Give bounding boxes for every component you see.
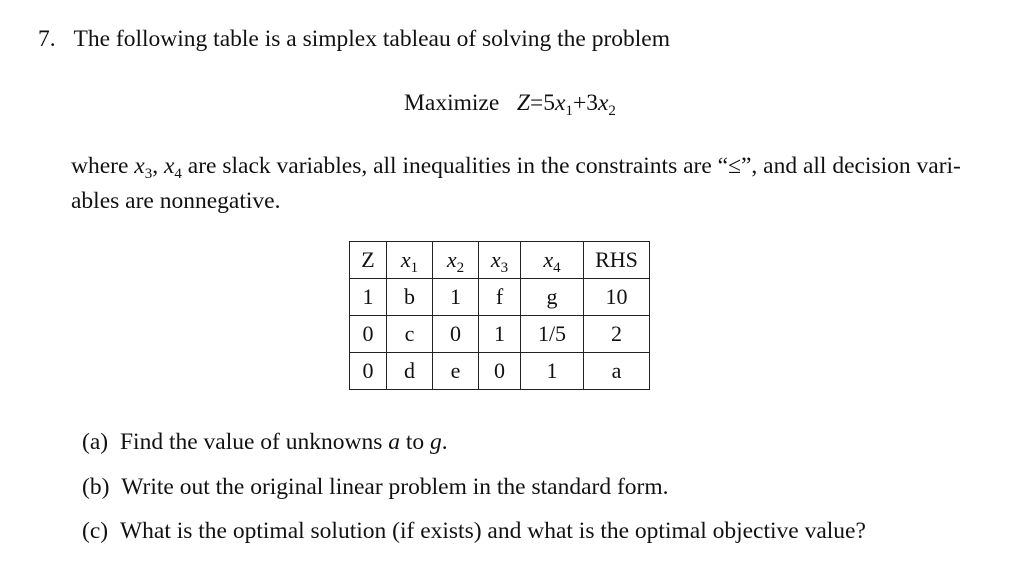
part-b xyxy=(82,474,669,501)
cell: b xyxy=(387,279,433,316)
cell: 0 xyxy=(350,353,387,390)
cell: a xyxy=(584,353,650,390)
x-var: x xyxy=(555,90,566,116)
header-cell: Z xyxy=(350,242,387,279)
cell: 10 xyxy=(584,279,650,316)
table-row xyxy=(350,353,650,390)
table-row xyxy=(350,279,650,316)
part-a xyxy=(82,429,448,456)
cell: g xyxy=(521,279,584,316)
header-cell: RHS xyxy=(584,242,650,279)
x3-var: x xyxy=(134,153,145,179)
cell: 1/5 xyxy=(521,316,584,353)
sub-2: 2 xyxy=(608,103,616,119)
part-text: What is the optimal solution (if exists) and what is the optimal objective value? xyxy=(119,518,866,544)
header-cell: $x_4$ xyxy=(521,242,584,279)
cell: 1 xyxy=(433,279,479,316)
var-g: g xyxy=(430,429,442,455)
cell: 0 xyxy=(433,316,479,353)
part-label: (b) xyxy=(82,474,110,500)
plus-sign: + xyxy=(572,90,587,116)
coef-1: 5 xyxy=(543,90,555,116)
table-row xyxy=(350,316,650,353)
problem-number: 7. xyxy=(38,26,56,52)
x-var: x xyxy=(597,90,609,116)
problem-heading xyxy=(38,26,670,53)
cell: f xyxy=(479,279,521,316)
part-text: Find the value of unknowns xyxy=(119,429,383,455)
comma: , xyxy=(152,153,159,179)
cell: 0 xyxy=(479,353,521,390)
part-text: Write out the original linear problem in the standard form. xyxy=(121,474,669,500)
header-cell: $x_3$ xyxy=(479,242,521,279)
header-cell: $x_2$ xyxy=(433,242,479,279)
eq-sign: = xyxy=(529,90,544,116)
part-label: (c) xyxy=(82,518,109,544)
cell: 1 xyxy=(521,353,584,390)
intro-text: The following table is a simplex tableau of solving the problem xyxy=(73,26,671,52)
coef-2: 3 xyxy=(586,90,598,116)
cell: c xyxy=(387,316,433,353)
cell: 1 xyxy=(350,279,387,316)
where-line xyxy=(71,153,961,180)
part-text: to xyxy=(405,429,425,455)
simplex-tableau xyxy=(349,241,650,390)
x4-var: x xyxy=(163,153,175,179)
where-word: where xyxy=(71,153,129,179)
sub-1: 1 xyxy=(565,103,573,119)
sub-4: 4 xyxy=(174,166,182,182)
maximize-label: Maximize xyxy=(404,90,500,116)
var-a: a xyxy=(388,429,400,455)
objective-function xyxy=(404,90,616,117)
where-line-2: ables are nonnegative. xyxy=(71,188,281,214)
part-c xyxy=(82,518,866,545)
period: . xyxy=(441,429,448,455)
part-label: (a) xyxy=(82,429,109,455)
cell: 0 xyxy=(350,316,387,353)
header-cell: $x_1$ xyxy=(387,242,433,279)
cell: e xyxy=(433,353,479,390)
sub-3: 3 xyxy=(144,166,153,182)
z-var: Z xyxy=(516,90,530,116)
cell: 2 xyxy=(584,316,650,353)
cell: 1 xyxy=(479,316,521,353)
where-rest: are slack variables, all inequalities in the constraints are “≤”, and all decision vari- xyxy=(187,153,961,179)
table-header-row xyxy=(350,242,650,279)
cell: d xyxy=(387,353,433,390)
